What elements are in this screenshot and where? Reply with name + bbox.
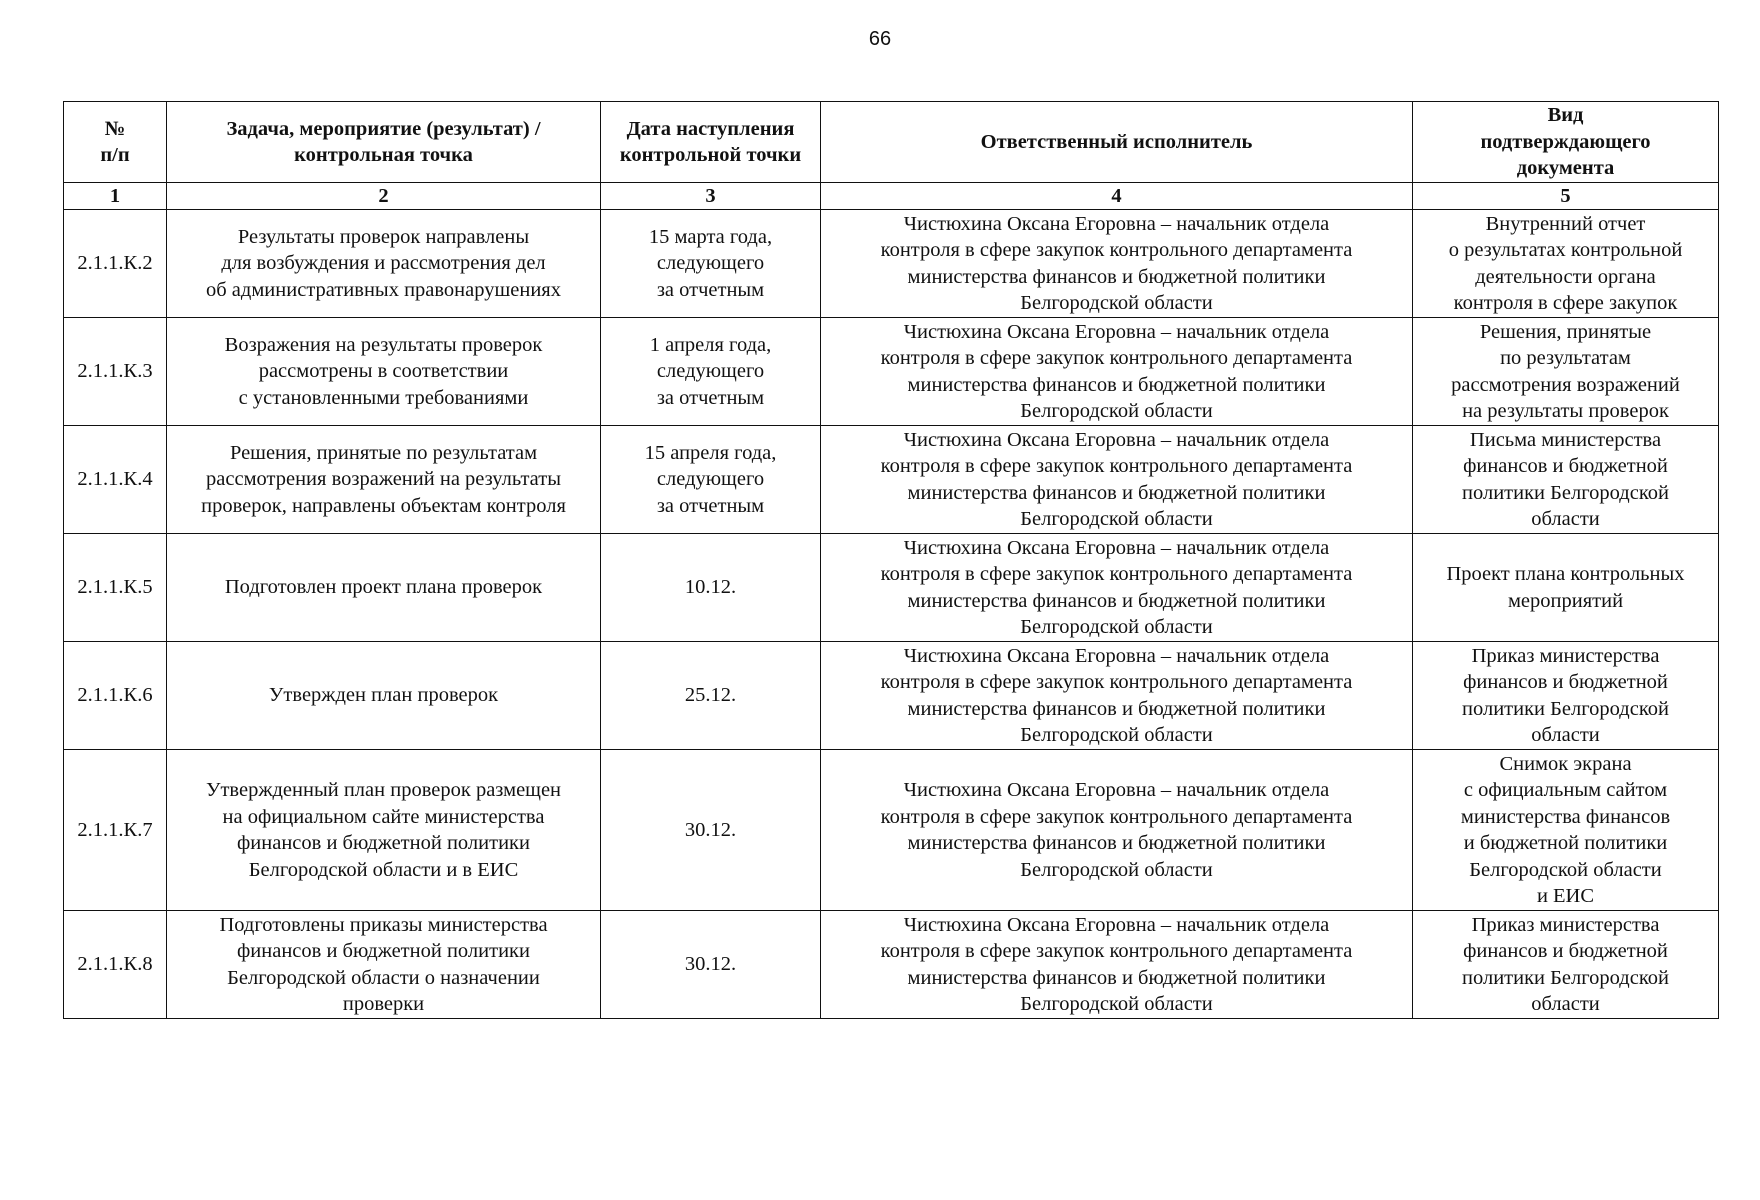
- row-date: 30.12.: [601, 750, 821, 911]
- column-numbers-row: [64, 183, 1719, 210]
- row-task: Результаты проверок направлены для возбуждения и рассмотрения дел об административных правонарушениях: [167, 210, 601, 318]
- row-executor: Чистюхина Оксана Егоровна – начальник отдела контроля в сфере закупок контрольного департамента министерства финансов и бюджетной политики Белгородской области: [821, 911, 1413, 1019]
- row-number: 2.1.1.К.4: [64, 426, 167, 534]
- header-document: Вид подтверждающего документа: [1413, 102, 1719, 183]
- header-date: Дата наступления контрольной точки: [601, 102, 821, 183]
- row-number: 2.1.1.К.8: [64, 911, 167, 1019]
- table-row: [64, 911, 1719, 1019]
- row-executor: Чистюхина Оксана Егоровна – начальник отдела контроля в сфере закупок контрольного департамента министерства финансов и бюджетной политики Белгородской области: [821, 750, 1413, 911]
- row-document: Письма министерства финансов и бюджетной политики Белгородской области: [1413, 426, 1719, 534]
- row-task: Решения, принятые по результатам рассмотрения возражений на результаты проверок, направлены объектам контроля: [167, 426, 601, 534]
- table-header-row: [64, 102, 1719, 183]
- row-date: 15 апреля года, следующего за отчетным: [601, 426, 821, 534]
- row-document: Решения, принятые по результатам рассмотрения возражений на результаты проверок: [1413, 318, 1719, 426]
- column-number: 1: [64, 183, 167, 210]
- column-number: 3: [601, 183, 821, 210]
- row-executor: Чистюхина Оксана Егоровна – начальник отдела контроля в сфере закупок контрольного департамента министерства финансов и бюджетной политики Белгородской области: [821, 318, 1413, 426]
- header-number: № п/п: [64, 102, 167, 183]
- table-row: [64, 534, 1719, 642]
- row-date: 10.12.: [601, 534, 821, 642]
- row-document: Приказ министерства финансов и бюджетной политики Белгородской области: [1413, 642, 1719, 750]
- row-task: Утвержден план проверок: [167, 642, 601, 750]
- row-date: 25.12.: [601, 642, 821, 750]
- header-executor: Ответственный исполнитель: [821, 102, 1413, 183]
- row-task: Подготовлены приказы министерства финансов и бюджетной политики Белгородской области о назначении проверки: [167, 911, 601, 1019]
- table-row: [64, 426, 1719, 534]
- row-task: Возражения на результаты проверок рассмотрены в соответствии с установленными требованиями: [167, 318, 601, 426]
- row-number: 2.1.1.К.3: [64, 318, 167, 426]
- row-executor: Чистюхина Оксана Егоровна – начальник отдела контроля в сфере закупок контрольного департамента министерства финансов и бюджетной политики Белгородской области: [821, 642, 1413, 750]
- header-task: Задача, мероприятие (результат) / контрольная точка: [167, 102, 601, 183]
- row-document: Проект плана контрольных мероприятий: [1413, 534, 1719, 642]
- row-date: 30.12.: [601, 911, 821, 1019]
- row-executor: Чистюхина Оксана Егоровна – начальник отдела контроля в сфере закупок контрольного департамента министерства финансов и бюджетной политики Белгородской области: [821, 534, 1413, 642]
- table-row: [64, 210, 1719, 318]
- row-executor: Чистюхина Оксана Егоровна – начальник отдела контроля в сфере закупок контрольного департамента министерства финансов и бюджетной политики Белгородской области: [821, 210, 1413, 318]
- row-number: 2.1.1.К.6: [64, 642, 167, 750]
- row-number: 2.1.1.К.2: [64, 210, 167, 318]
- row-task: Подготовлен проект плана проверок: [167, 534, 601, 642]
- table-row: [64, 642, 1719, 750]
- column-number: 5: [1413, 183, 1719, 210]
- table-row: [64, 750, 1719, 911]
- row-number: 2.1.1.К.7: [64, 750, 167, 911]
- row-number: 2.1.1.К.5: [64, 534, 167, 642]
- row-executor: Чистюхина Оксана Егоровна – начальник отдела контроля в сфере закупок контрольного департамента министерства финансов и бюджетной политики Белгородской области: [821, 426, 1413, 534]
- row-document: Приказ министерства финансов и бюджетной политики Белгородской области: [1413, 911, 1719, 1019]
- row-date: 1 апреля года, следующего за отчетным: [601, 318, 821, 426]
- row-task: Утвержденный план проверок размещен на официальном сайте министерства финансов и бюджетной политики Белгородской области и в ЕИС: [167, 750, 601, 911]
- row-date: 15 марта года, следующего за отчетным: [601, 210, 821, 318]
- page-number: 66: [868, 28, 892, 50]
- row-document: Внутренний отчет о результатах контрольной деятельности органа контроля в сфере закупок: [1413, 210, 1719, 318]
- table-row: [64, 318, 1719, 426]
- column-number: 2: [167, 183, 601, 210]
- row-document: Снимок экрана с официальным сайтом министерства финансов и бюджетной политики Белгородской области и ЕИС: [1413, 750, 1719, 911]
- control-points-table: [63, 101, 1719, 1019]
- column-number: 4: [821, 183, 1413, 210]
